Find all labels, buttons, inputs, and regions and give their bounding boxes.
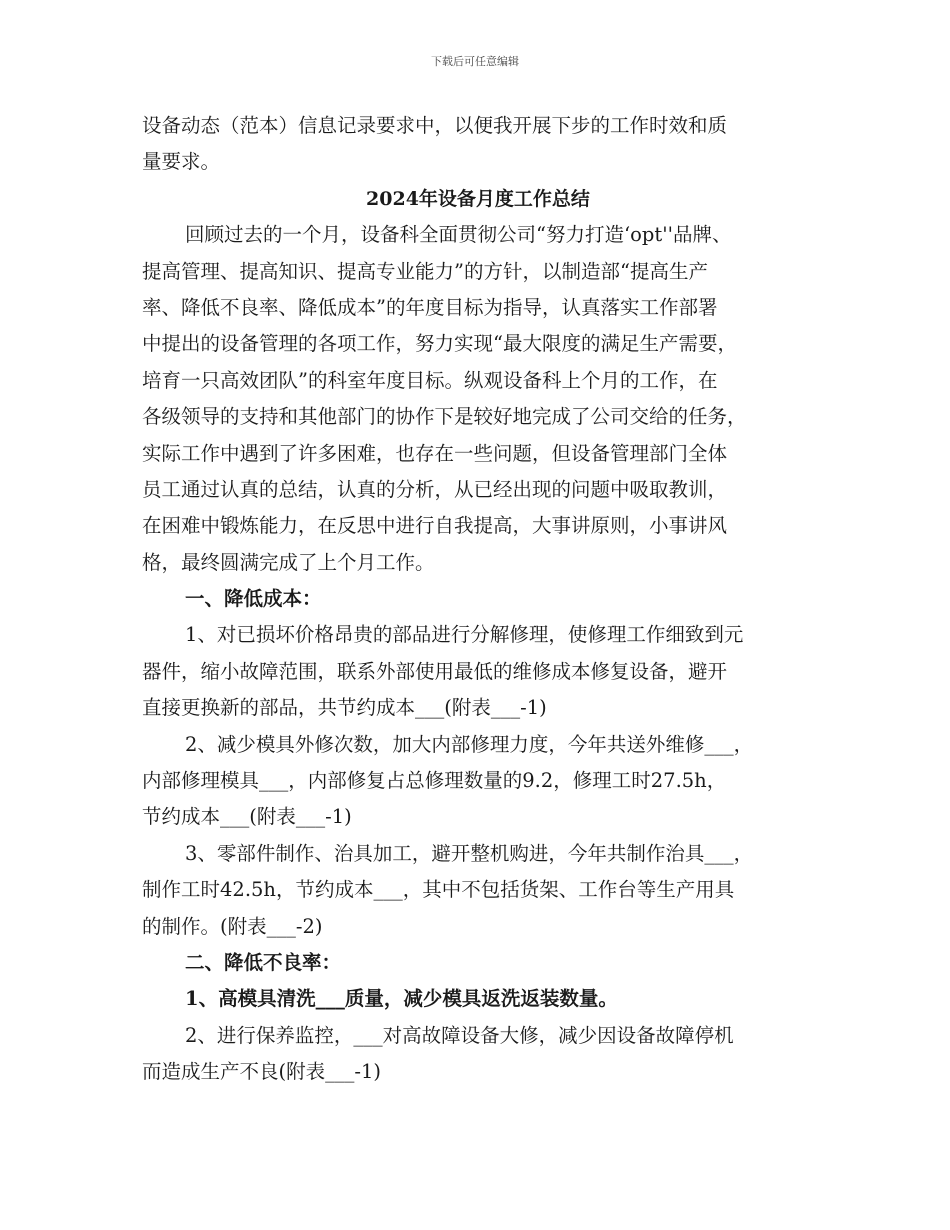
text-line: 而造成生产不良(附表___-1) xyxy=(142,1060,381,1084)
text-line: 员工通过认真的总结，认真的分析，从已经出现的问题中吸取教训， xyxy=(142,477,728,501)
text-line: 器件，缩小故障范围，联系外部使用最低的维修成本修复设备，避开 xyxy=(142,659,728,683)
document-title: 2024年设备月度工作总结 xyxy=(366,187,590,210)
text-line: 中提出的设备管理的各项工作，努力实现“最大限度的满足生产需要， xyxy=(142,332,737,356)
text-line: 在困难中锻炼能力，在反思中进行自我提高，大事讲原则，小事讲风 xyxy=(142,514,728,538)
text-line: 率、降低不良率、降低成本”的年度目标为指导，认真落实工作部署 xyxy=(142,295,718,319)
page-header: 下载后可任意编辑 xyxy=(431,55,519,68)
text-line: 各级领导的支持和其他部门的协作下是较好地完成了公司交给的任务， xyxy=(142,405,747,429)
text-line: 二、降低不良率： xyxy=(185,950,342,974)
text-line: 直接更换新的部品，共节约成本___(附表___-1) xyxy=(142,696,547,720)
text-line: 提高管理、提高知识、提高专业能力”的方针，以制造部“提高生产 xyxy=(142,259,708,283)
text-line: 量要求。 xyxy=(142,150,221,174)
text-line: 设备动态（范本）信息记录要求中，以便我开展下步的工作时效和质 xyxy=(142,114,728,137)
text-line: 1、对已损坏价格昂贵的部品进行分解修理，使修理工作细致到元 xyxy=(185,623,744,647)
text-line: 一、降低成本： xyxy=(185,587,322,611)
text-line: 制作工时42.5h，节约成本___，其中不包括货架、工作台等生产用具 xyxy=(142,878,735,902)
text-line: 格，最终圆满完成了上个月工作。 xyxy=(142,550,435,574)
text-line: 2、进行保养监控，___对高故障设备大修，减少因设备故障停机 xyxy=(185,1023,734,1047)
text-line: 回顾过去的一个月，设备科全面贯彻公司“努力打造‘opt''品牌、 xyxy=(185,223,732,247)
text-line: 1、高模具清洗___质量，减少模具返洗返装数量。 xyxy=(185,987,618,1011)
text-line: 培育一只高效团队”的科室年度目标。纵观设备科上个月的工作，在 xyxy=(142,368,718,392)
text-line: 节约成本___(附表___-1) xyxy=(142,805,352,829)
text-line: 内部修理模具___，内部修复占总修理数量的9.2，修理工时27.5h， xyxy=(142,769,727,793)
text-line: 实际工作中遇到了许多困难，也存在一些问题，但设备管理部门全体 xyxy=(142,441,728,465)
document-body xyxy=(142,108,814,1091)
text-line: 的制作。(附表___-2) xyxy=(142,914,323,938)
text-line: 2、减少模具外修次数，加大内部修理力度，今年共送外维修___， xyxy=(185,732,754,756)
text-line: 3、零部件制作、治具加工，避开整机购进，今年共制作治具___， xyxy=(185,841,754,865)
